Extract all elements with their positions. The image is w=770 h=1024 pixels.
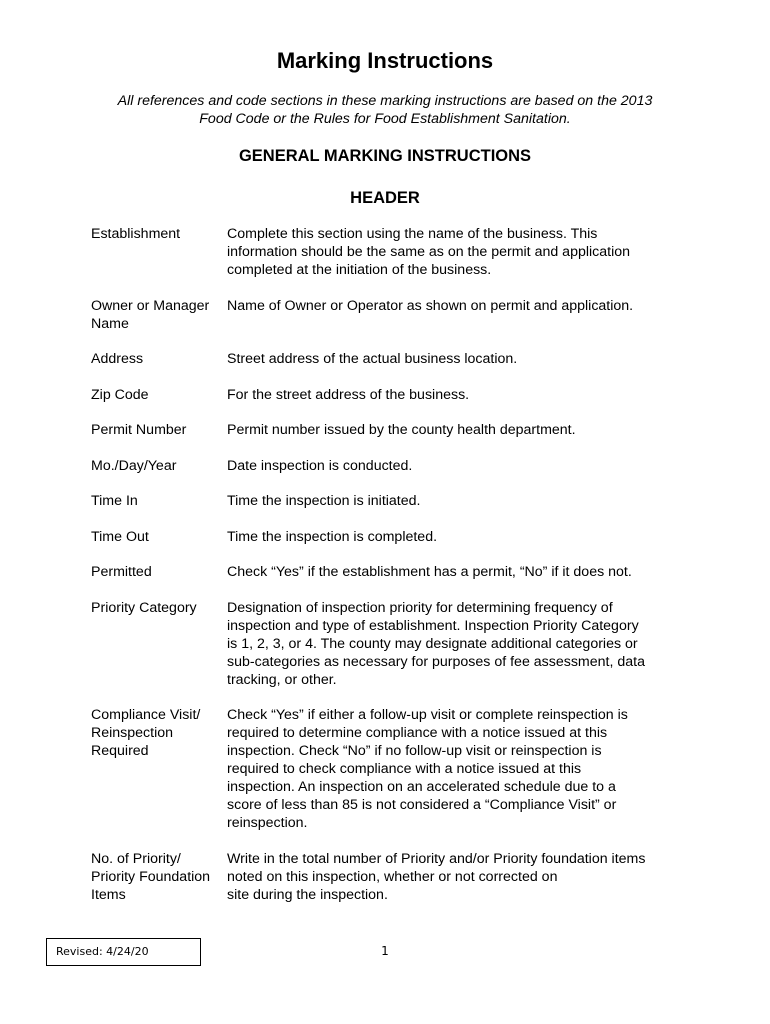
row-label: Establishment [91, 226, 181, 242]
row-label: No. of Priority/ Priority Foundation Items [91, 850, 211, 903]
instruction-row-date [91, 457, 691, 475]
row-description: Date inspection is conducted. [227, 457, 413, 474]
revised-date-box: Revised: 4/24/20 [46, 938, 201, 966]
instruction-row-establishment [91, 225, 691, 279]
instruction-row-zip-code [91, 386, 691, 404]
row-description: Name of Owner or Operator as shown on permit and application. [227, 297, 634, 314]
row-label: Time In [91, 493, 138, 509]
page-title: Marking Instructions [276, 48, 494, 73]
row-label: Zip Code [91, 386, 149, 403]
intro-text: All references and code sections in these marking instructions are based on the 2013 Food Code or the Rules for Food Establishment Sanitation. [117, 93, 653, 127]
row-description: Write in the total number of Priority and/or Priority foundation items noted on this inspection, whether or not corrected on site during the inspection. [227, 850, 646, 903]
row-label: Mo./Day/Year [91, 457, 177, 474]
instruction-row-permit-number [91, 421, 691, 439]
row-description: Street address of the actual business location. [227, 351, 518, 367]
row-description: Time the inspection is initiated. [227, 493, 421, 509]
row-label: Time Out [91, 528, 149, 545]
instruction-row-owner-name [91, 297, 691, 333]
row-label: Permit Number [91, 422, 187, 438]
row-description: Check “Yes” if either a follow-up visit or complete reinspection is required to determine compliance with a notice issued at this inspection. Check “No” if no follow-up visit or reinspection is required to check compliance with a notice issued at this inspection. An inspection on an accelerated schedule due to a score of less than 85 is not considered a “Compliance Visit” or reinspection. [227, 707, 628, 831]
header-heading: HEADER [350, 189, 420, 207]
instruction-list [91, 225, 691, 921]
row-description: Designation of inspection priority for determining frequency of inspection and type of establishment. Inspection Priority Category is 1, 2, 3, or 4. The county may designate additional categories or sub-categories as necessary for purposes of fee assessment, data tracking, or other. [227, 599, 645, 688]
instruction-row-time-in [91, 492, 691, 510]
row-description: Time the inspection is completed. [227, 528, 438, 545]
instruction-row-time-out [91, 528, 691, 546]
row-description: Permit number issued by the county health department. [227, 422, 576, 438]
row-description: For the street address of the business. [227, 386, 470, 403]
instruction-row-address [91, 350, 691, 368]
row-label: Address [91, 351, 144, 367]
row-label: Owner or Manager Name [91, 297, 210, 332]
instruction-row-permitted [91, 563, 691, 581]
instruction-row-priority-category [91, 599, 691, 689]
row-label: Compliance Visit/ Reinspection Required [91, 707, 201, 759]
row-label: Permitted [91, 564, 152, 580]
instruction-row-compliance-visit [91, 706, 691, 832]
row-description: Check “Yes” if the establishment has a permit, “No” if it does not. [227, 564, 632, 580]
page-number: 1 [381, 944, 389, 958]
row-label: Priority Category [91, 599, 197, 616]
general-heading: GENERAL MARKING INSTRUCTIONS [238, 147, 532, 165]
row-description: Complete this section using the name of the business. This information should be the same as on the permit and application completed at the initiation of the business. [227, 226, 631, 278]
instruction-row-priority-items [91, 850, 691, 904]
